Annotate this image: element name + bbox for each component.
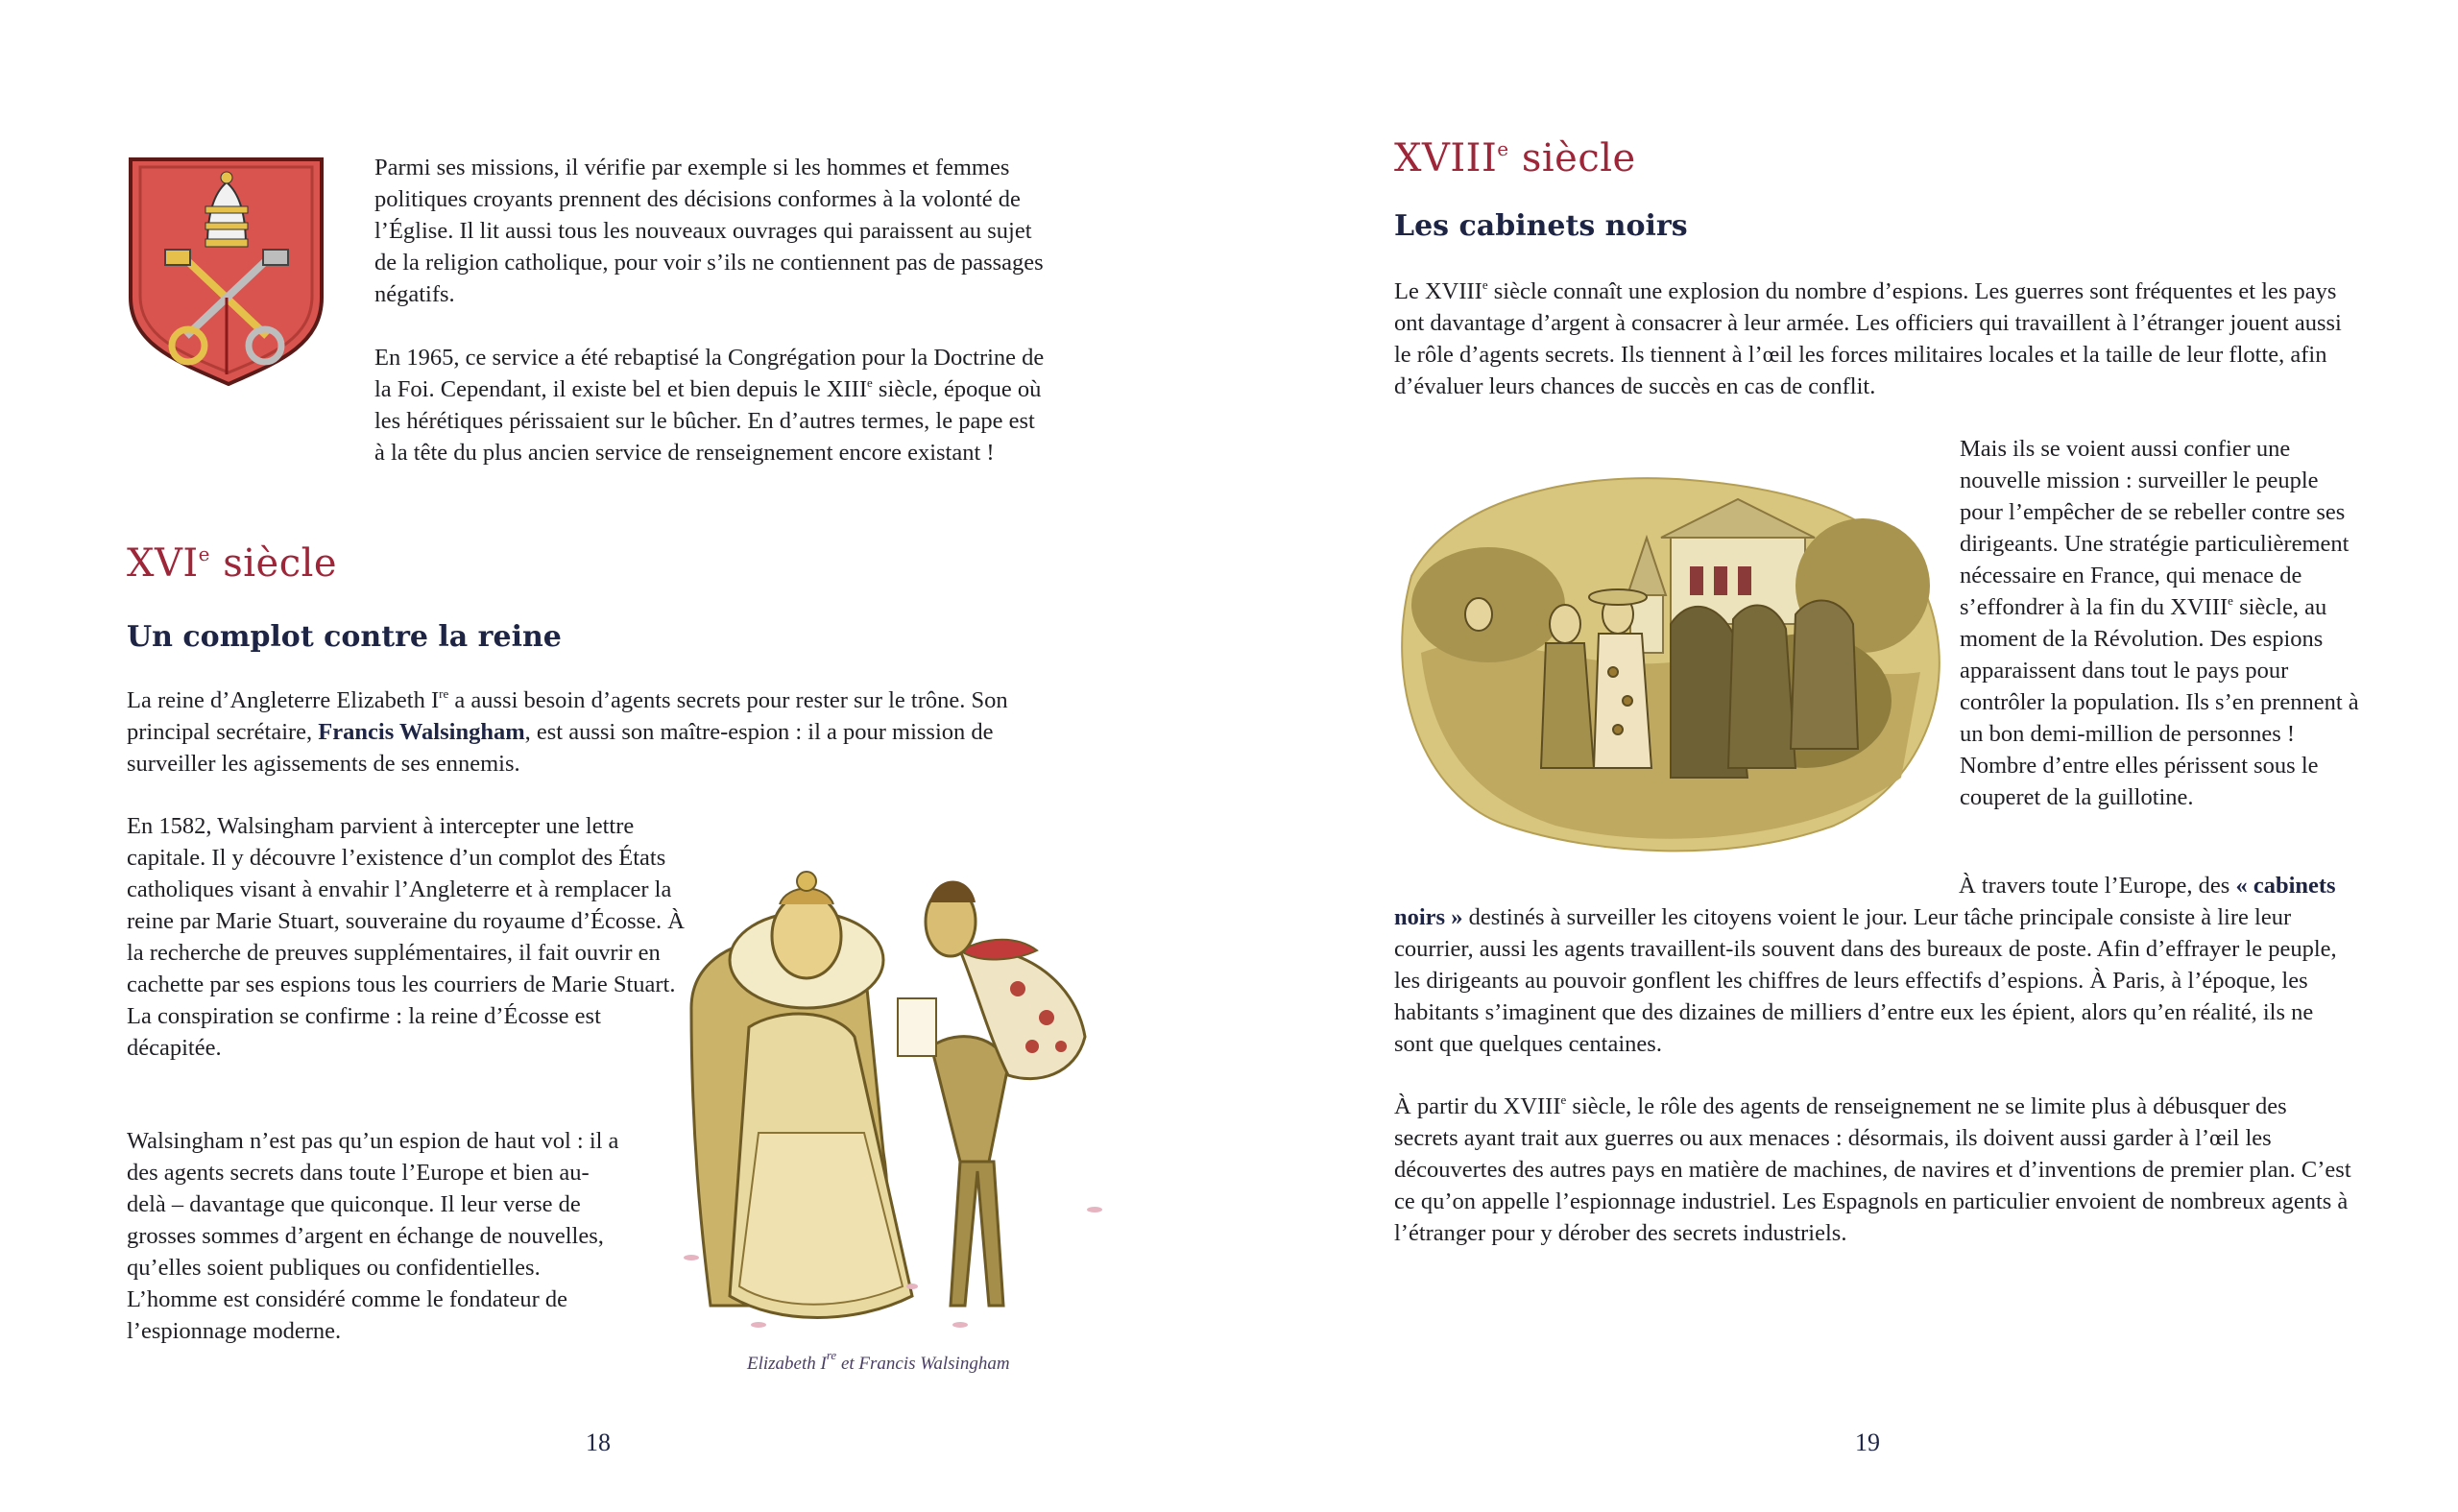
century-heading-xviii: XVIIIe siècle — [1394, 136, 1636, 180]
paragraph-cabinets-noirs: À travers toute l’Europe, des « cabinets noirs » destinés à surveiller les citoyens voient le jour. Leur tâche principale consiste à lire leur courrier, aussi les agents travaillent-ils souvent dans des bureaux de poste. Afin d’effrayer le peuple, les dirigeants au pouvoir gonflent les chiffres de leurs effectifs d’espions. À Paris, à l’époque, les habitants s’imaginent que des dizaines de milliers d’entre eux les épient, alors qu’en réalité, ils ne sont que quelques centaines. — [1394, 873, 2337, 1057]
section-subtitle-cabinets: Les cabinets noirs — [1394, 209, 1688, 243]
elizabeth-walsingham-illustration — [672, 845, 1133, 1344]
century-heading-xvi: XVIe siècle — [127, 541, 338, 586]
paragraph-explosion: Le XVIIIe siècle connaît une explosion du nombre d’espions. Les guerres sont fréquentes et les pays ont davantage d’argent à consacrer à leur armée. Les officiers qui travaillent à l’étranger jouent aussi le rôle d’agents secrets. Ils tiennent à l’œil les forces militaires locales et la taille de leur flotte, afin d’évaluer leurs chances de succès en cas de conflit. — [1394, 277, 2342, 399]
intro-paragraph-1: Parmi ses missions, il vérifie par exemple si les hommes et femmes politiques croyants prennent des décisions conformes à la volonté de l’Église. Il lit aussi tous les nouveaux ouvrages qui paraissent au sujet de la religion catholique, pour voir s’ils ne contiennent pas de passages négatifs. — [374, 155, 1044, 307]
right-page — [1229, 0, 2458, 1512]
illustration-caption: Elizabeth Ire et Francis Walsingham — [747, 1348, 1010, 1374]
vatican-coat-of-arms-icon — [123, 154, 329, 389]
page-number-left: 18 — [586, 1428, 611, 1456]
section-subtitle: Un complot contre la reine — [127, 620, 562, 654]
paragraph-industrial-espionage: À partir du XVIIIe siècle, le rôle des agents de renseignement ne se limite plus à débusquer des secrets ayant trait aux guerres ou aux menaces : désormais, ils doivent aussi garder à l’œil les découvertes des autres pays en matière de machines, de navires et d’inventions de premier plan. C’est ce qu’on appelle l’espionnage industriel. Les Espagnols en particulier envoient de nombreux agents à l’étranger pour y dérober des secrets industriels. — [1394, 1092, 2351, 1246]
intro-paragraph-2: En 1965, ce service a été rebaptisé la Congrégation pour la Doctrine de la Foi. Cependant, il existe bel et bien depuis le XIIIe siècle, époque où les hérétiques périssaient sur le bûcher. En d’autres termes, le pape est à la tête du plus ancien service de renseignement encore existant ! — [374, 345, 1045, 466]
paragraph-plot: En 1582, Walsingham parvient à intercepter une lettre capitale. Il y découvre l’existence d’un complot des États catholiques visant à envahir l’Angleterre et à remplacer la reine par Marie Stuart, souveraine du royaume d’Écosse. À la recherche de preuves supplémentaires, il fait ouvrir en cachette par ses espions tous les courriers de Marie Stuart. La conspiration se confirme : la reine d’Écosse est décapitée. — [127, 813, 685, 1061]
paragraph-walsingham-intro: La reine d’Angleterre Elizabeth Ire a aussi besoin d’agents secrets pour rester sur le trône. Son principal secrétaire, Francis Walsingham, est aussi son maître-espion : il a pour mission de surveiller les agissements de ses ennemis. — [127, 686, 1008, 777]
page-number-right: 19 — [1855, 1428, 1880, 1456]
paragraph-spymaster: Walsingham n’est pas qu’un espion de haut vol : il a des agents secrets dans toute l’Europe et bien au-delà – davantage que quiconque. Il leur verse de grosses sommes d’argent en échange de nouvelles, qu’elles soient publiques ou confidentielles. L’homme est considéré comme le fondateur de l’espionnage moderne. — [127, 1128, 619, 1344]
paragraph-new-mission: Mais ils se voient aussi confier une nouvelle mission : surveiller le peuple pour l’empêcher de se rebeller contre ses dirigeants. Une stratégie particulièrement nécessaire en France, qui menace de s’effondrer à la fin du XVIIIe siècle, au moment de la Révolution. Des espions apparaissent dans tout le pays pour contrôler la population. Ils s’en prennent à un bon demi-million de personnes ! Nombre d’entre elles périssent sous le couperet de la guillotine. — [1960, 436, 2359, 810]
village-crowd-illustration — [1383, 461, 1959, 854]
